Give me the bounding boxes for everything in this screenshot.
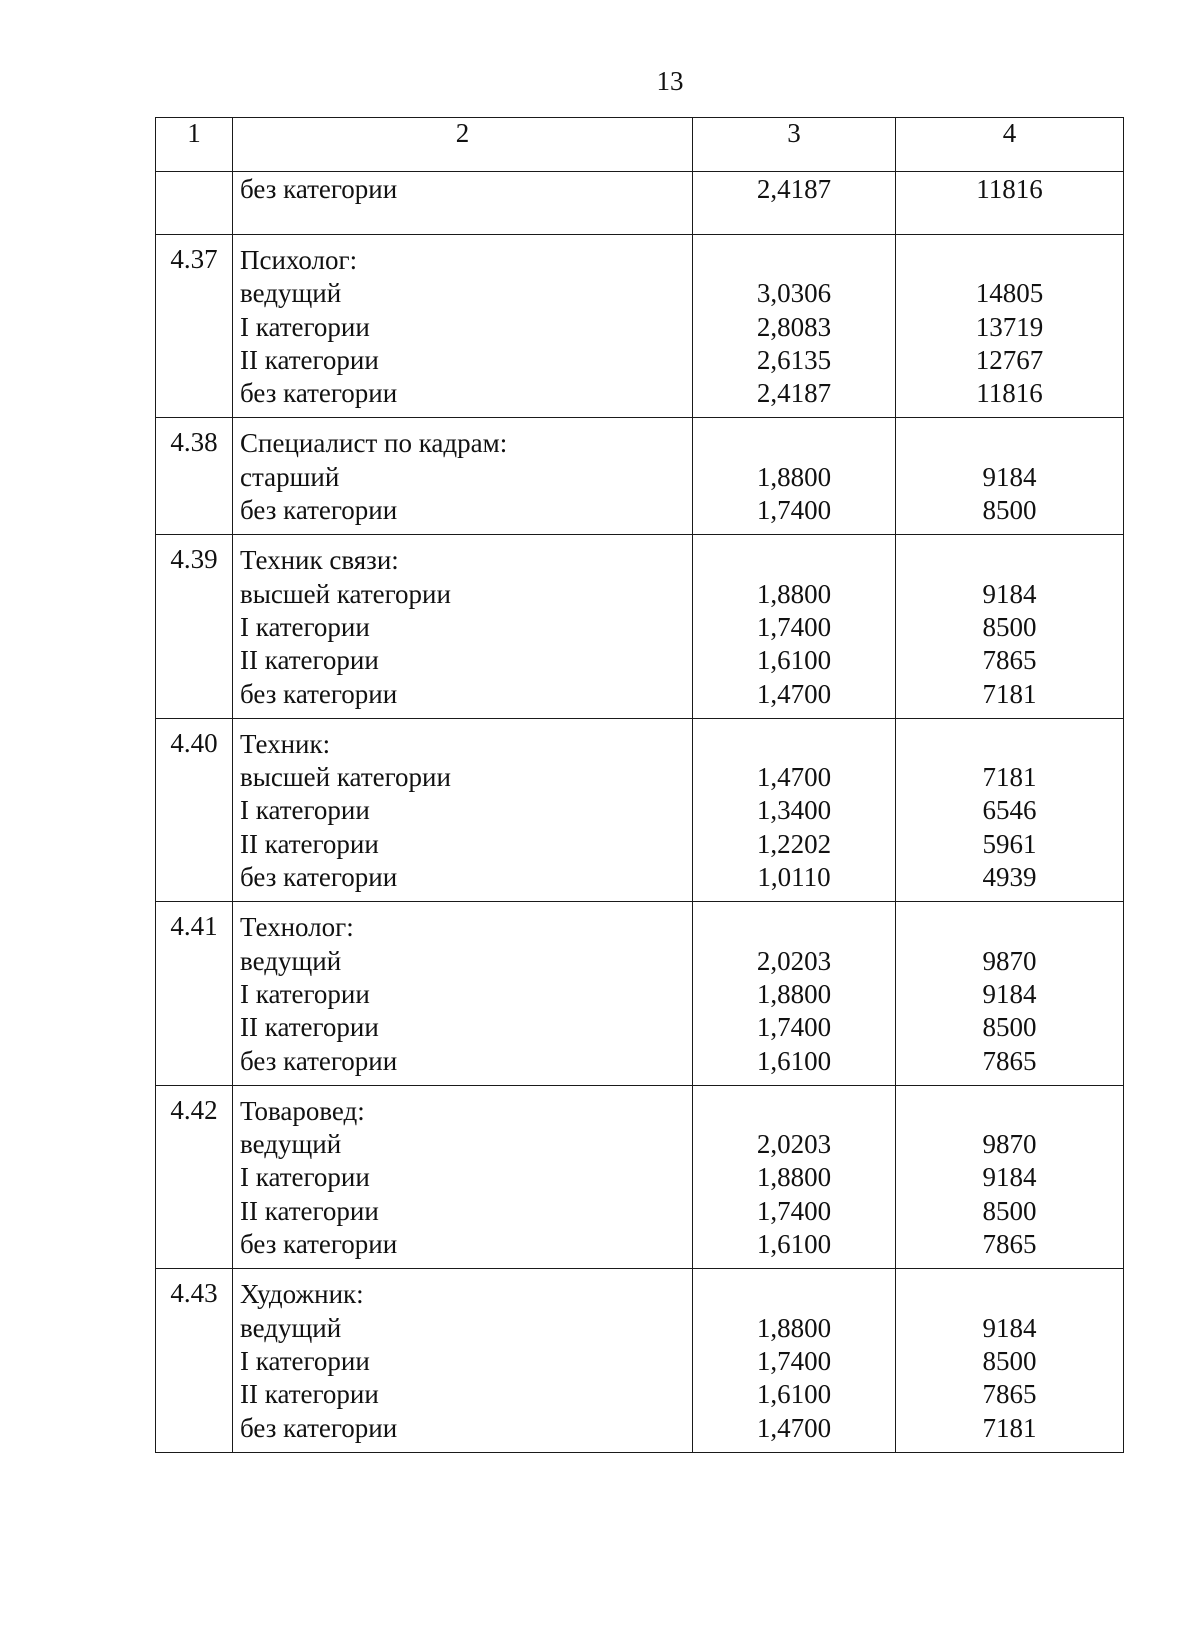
coefficient-value: 2,6135 bbox=[756, 344, 832, 375]
salary-cell bbox=[896, 535, 1124, 718]
blank-line bbox=[896, 911, 1123, 944]
row-number: 4.43 bbox=[156, 1269, 233, 1452]
blank-line bbox=[693, 427, 895, 460]
position-title: Художник: bbox=[240, 1279, 364, 1310]
salary-value: 9184 bbox=[982, 461, 1037, 492]
row-number bbox=[156, 172, 233, 235]
position-grade: II категории bbox=[240, 1012, 379, 1043]
coefficient-value: 2,0203 bbox=[756, 945, 832, 976]
position-title: Товаровед: bbox=[240, 1095, 365, 1126]
header-col-2: 2 bbox=[233, 118, 693, 172]
salary-table bbox=[155, 117, 1124, 1453]
position-name: без категории bbox=[240, 174, 398, 204]
salary-cell bbox=[896, 418, 1124, 535]
header-col-4: 4 bbox=[896, 118, 1124, 172]
position-grade: II категории bbox=[240, 645, 379, 676]
position-name-cell bbox=[233, 535, 693, 718]
blank-line bbox=[896, 244, 1123, 277]
position-grade: I категории bbox=[240, 1162, 370, 1193]
row-number: 4.40 bbox=[156, 718, 233, 901]
table-row bbox=[156, 172, 1124, 235]
row-number: 4.41 bbox=[156, 902, 233, 1085]
salary-cell bbox=[896, 902, 1124, 1085]
coefficient-value: 1,0110 bbox=[757, 862, 831, 893]
position-grade: ведущий bbox=[240, 1312, 342, 1343]
position-grade: II категории bbox=[240, 1379, 379, 1410]
salary-value: 7181 bbox=[982, 678, 1037, 709]
salary-value: 14805 bbox=[975, 278, 1044, 309]
coefficient-value: 1,7400 bbox=[756, 1195, 832, 1226]
coefficient-cell bbox=[693, 535, 896, 718]
blank-line bbox=[693, 728, 895, 761]
coefficient-value: 1,7400 bbox=[756, 1345, 832, 1376]
table-row-group bbox=[156, 718, 1124, 901]
coefficient-cell bbox=[693, 418, 896, 535]
position-title: Технолог: bbox=[240, 912, 354, 943]
row-number: 4.39 bbox=[156, 535, 233, 718]
coefficient-value: 1,7400 bbox=[756, 611, 832, 642]
position-grade: I категории bbox=[240, 311, 370, 342]
position-grade: без категории bbox=[240, 495, 398, 526]
position-grade: ведущий bbox=[240, 945, 342, 976]
salary-value: 9870 bbox=[982, 945, 1037, 976]
coefficient-cell bbox=[693, 902, 896, 1085]
coefficient-value: 1,7400 bbox=[756, 495, 832, 526]
position-grade: без категории bbox=[240, 678, 398, 709]
position-grade: ведущий bbox=[240, 278, 342, 309]
coefficient-value: 2,4187 bbox=[756, 174, 832, 204]
salary-value: 8500 bbox=[982, 1012, 1037, 1043]
salary-value: 9870 bbox=[982, 1129, 1037, 1160]
position-name-cell bbox=[233, 418, 693, 535]
blank-line bbox=[693, 911, 895, 944]
coefficient-value: 1,4700 bbox=[756, 1412, 832, 1443]
coefficient-value: 1,8800 bbox=[756, 578, 832, 609]
salary-cell bbox=[896, 718, 1124, 901]
salary-cell bbox=[896, 235, 1124, 418]
position-title: Специалист по кадрам: bbox=[240, 428, 508, 459]
table-row-group bbox=[156, 1269, 1124, 1452]
position-title: Психолог: bbox=[240, 245, 358, 275]
coefficient-value: 1,6100 bbox=[756, 645, 832, 676]
position-grade: без категории bbox=[240, 1412, 398, 1443]
salary-value: 6546 bbox=[982, 795, 1037, 826]
coefficient-value: 1,6100 bbox=[756, 1045, 832, 1076]
salary-value: 5961 bbox=[982, 828, 1037, 859]
position-name-cell bbox=[233, 172, 693, 235]
position-name-cell bbox=[233, 718, 693, 901]
coefficient-cell bbox=[693, 1269, 896, 1452]
coefficient-value: 1,6100 bbox=[756, 1229, 832, 1260]
coefficient-value: 1,4700 bbox=[756, 762, 832, 793]
salary-value: 8500 bbox=[982, 1195, 1037, 1226]
coefficient-value: 1,4700 bbox=[756, 678, 832, 709]
blank-line bbox=[896, 728, 1123, 761]
header-col-3: 3 bbox=[693, 118, 896, 172]
table-row-group bbox=[156, 902, 1124, 1085]
blank-line bbox=[693, 1278, 895, 1311]
position-grade: II категории bbox=[240, 344, 379, 375]
salary-value: 13719 bbox=[975, 311, 1044, 342]
salary-value: 11816 bbox=[976, 174, 1043, 204]
salary-value: 9184 bbox=[982, 1312, 1037, 1343]
salary-value: 11816 bbox=[976, 378, 1043, 409]
position-grade: без категории bbox=[240, 1229, 398, 1260]
coefficient-cell bbox=[693, 718, 896, 901]
salary-value: 12767 bbox=[975, 344, 1044, 375]
table-row-group bbox=[156, 535, 1124, 718]
salary-cell bbox=[896, 1269, 1124, 1452]
salary-value: 9184 bbox=[982, 578, 1037, 609]
blank-line bbox=[896, 1278, 1123, 1311]
coefficient-value: 2,4187 bbox=[756, 378, 832, 409]
position-grade: II категории bbox=[240, 1195, 379, 1226]
blank-line bbox=[693, 544, 895, 577]
salary-value: 8500 bbox=[982, 1345, 1037, 1376]
salary-cell bbox=[896, 1085, 1124, 1268]
coefficient-value: 2,0203 bbox=[756, 1129, 832, 1160]
position-title: Техник: bbox=[240, 728, 331, 759]
salary-value: 8500 bbox=[982, 495, 1037, 526]
table-row-group bbox=[156, 235, 1124, 418]
position-grade: I категории bbox=[240, 795, 370, 826]
coefficient-value: 2,8083 bbox=[756, 311, 832, 342]
position-grade: старший bbox=[240, 461, 340, 492]
blank-line bbox=[896, 1095, 1123, 1128]
coefficient-value: 3,0306 bbox=[756, 278, 832, 309]
coefficient-value: 1,8800 bbox=[756, 1162, 832, 1193]
position-grade: I категории bbox=[240, 1345, 370, 1376]
position-grade: высшей категории bbox=[240, 578, 451, 609]
blank-line bbox=[693, 1095, 895, 1128]
coefficient-cell bbox=[693, 172, 896, 235]
row-number: 4.42 bbox=[156, 1085, 233, 1268]
position-title: Техник связи: bbox=[240, 545, 399, 576]
salary-value: 4939 bbox=[982, 862, 1037, 893]
table-body bbox=[156, 118, 1124, 1453]
salary-value: 7865 bbox=[982, 1229, 1037, 1260]
coefficient-value: 1,3400 bbox=[756, 795, 832, 826]
coefficient-value: 1,8800 bbox=[756, 978, 832, 1009]
table-header-row bbox=[156, 118, 1124, 172]
salary-value: 7865 bbox=[982, 1045, 1037, 1076]
salary-value: 7181 bbox=[982, 1412, 1037, 1443]
position-grade: I категории bbox=[240, 611, 370, 642]
coefficient-cell bbox=[693, 1085, 896, 1268]
coefficient-value: 1,8800 bbox=[756, 461, 832, 492]
position-name-cell bbox=[233, 235, 693, 418]
salary-value: 7181 bbox=[982, 762, 1037, 793]
row-number: 4.37 bbox=[156, 235, 233, 418]
table-row-group bbox=[156, 1085, 1124, 1268]
blank-line bbox=[693, 244, 895, 277]
position-name-cell bbox=[233, 1269, 693, 1452]
page-number: 13 bbox=[656, 66, 684, 96]
coefficient-value: 1,6100 bbox=[756, 1379, 832, 1410]
position-grade: I категории bbox=[240, 978, 370, 1009]
salary-value: 9184 bbox=[982, 978, 1037, 1009]
position-name-cell bbox=[233, 1085, 693, 1268]
position-grade: без категории bbox=[240, 862, 398, 893]
salary-value: 7865 bbox=[982, 645, 1037, 676]
position-grade: высшей категории bbox=[240, 762, 451, 793]
coefficient-cell bbox=[693, 235, 896, 418]
position-grade: без категории bbox=[240, 1045, 398, 1076]
table-row-group bbox=[156, 418, 1124, 535]
coefficient-value: 1,2202 bbox=[756, 828, 832, 859]
salary-value: 9184 bbox=[982, 1162, 1037, 1193]
coefficient-value: 1,8800 bbox=[756, 1312, 832, 1343]
position-name-cell bbox=[233, 902, 693, 1085]
position-grade: без категории bbox=[240, 378, 398, 409]
salary-value: 7865 bbox=[982, 1379, 1037, 1410]
blank-line bbox=[896, 427, 1123, 460]
position-grade: ведущий bbox=[240, 1129, 342, 1160]
blank-line bbox=[896, 544, 1123, 577]
header-col-1: 1 bbox=[156, 118, 233, 172]
salary-value: 8500 bbox=[982, 611, 1037, 642]
row-number: 4.38 bbox=[156, 418, 233, 535]
coefficient-value: 1,7400 bbox=[756, 1012, 832, 1043]
salary-cell bbox=[896, 172, 1124, 235]
position-grade: II категории bbox=[240, 828, 379, 859]
